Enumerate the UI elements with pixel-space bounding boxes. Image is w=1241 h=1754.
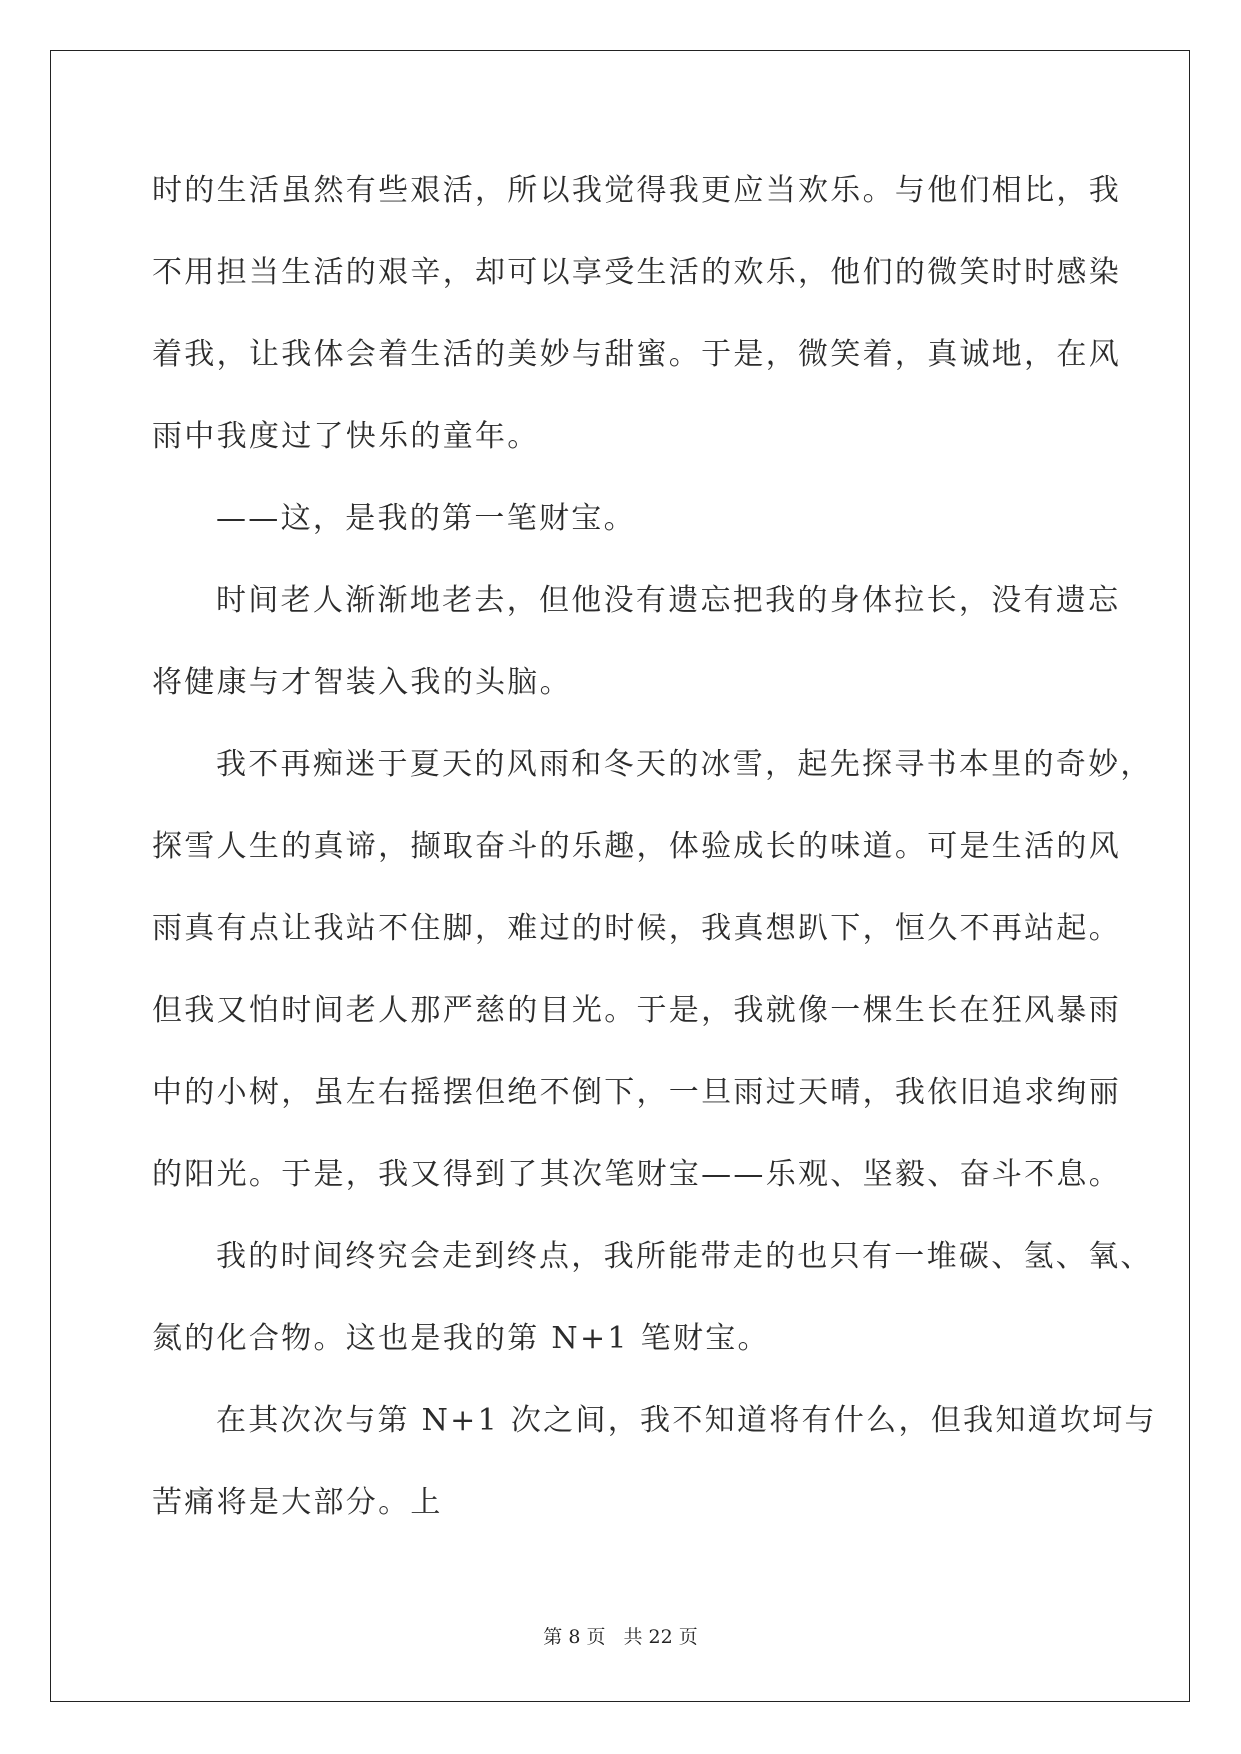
- text-line: 不用担当生活的艰辛，却可以享受生活的欢乐，他们的微笑时时感染: [152, 255, 1121, 290]
- text-line: 探雪人生的真谛，撷取奋斗的乐趣，体验成长的味道。可是生活的风: [152, 829, 1121, 864]
- paragraph-first-line: 在其次次与第 N+1 次之间，我不知道将有什么，但我知道坎坷与: [216, 1403, 1157, 1438]
- text-line: 中的小树，虽左右摇摆但绝不倒下，一旦雨过天晴，我依旧追求绚丽: [152, 1075, 1121, 1110]
- paragraph-first-line: ——这，是我的第一笔财宝。: [216, 501, 636, 536]
- text-line: 时的生活虽然有些艰活，所以我觉得我更应当欢乐。与他们相比，我: [152, 173, 1121, 208]
- text-line: 雨中我度过了快乐的童年。: [152, 419, 540, 454]
- paragraph-first-line: 我的时间终究会走到终点，我所能带走的也只有一堆碳、氢、氧、: [216, 1239, 1153, 1274]
- text-line: 着我，让我体会着生活的美妙与甜蜜。于是，微笑着，真诚地，在风: [152, 337, 1121, 372]
- text-line: 的阳光。于是，我又得到了其次笔财宝——乐观、坚毅、奋斗不息。: [152, 1157, 1121, 1192]
- page-footer: [0, 1622, 1241, 1649]
- text-line: 将健康与才智装入我的头脑。: [152, 665, 572, 700]
- text-line: 苦痛将是大部分。上: [152, 1485, 443, 1520]
- document-body: [152, 160, 1157, 1554]
- text-line: 雨真有点让我站不住脚，难过的时候，我真想趴下，恒久不再站起。: [152, 911, 1121, 946]
- text-line: 氮的化合物。这也是我的第 N+1 笔财宝。: [152, 1321, 770, 1356]
- paragraph-first-line: 我不再痴迷于夏天的风雨和冬天的冰雪，起先探寻书本里的奇妙，: [216, 747, 1153, 782]
- text-line: 但我又怕时间老人那严慈的目光。于是，我就像一棵生长在狂风暴雨: [152, 993, 1121, 1028]
- page-number: 第 8 页: [543, 1626, 606, 1648]
- paragraph-first-line: 时间老人渐渐地老去，但他没有遗忘把我的身体拉长，没有遗忘: [216, 583, 1121, 618]
- page-total: 共 22 页: [623, 1626, 698, 1648]
